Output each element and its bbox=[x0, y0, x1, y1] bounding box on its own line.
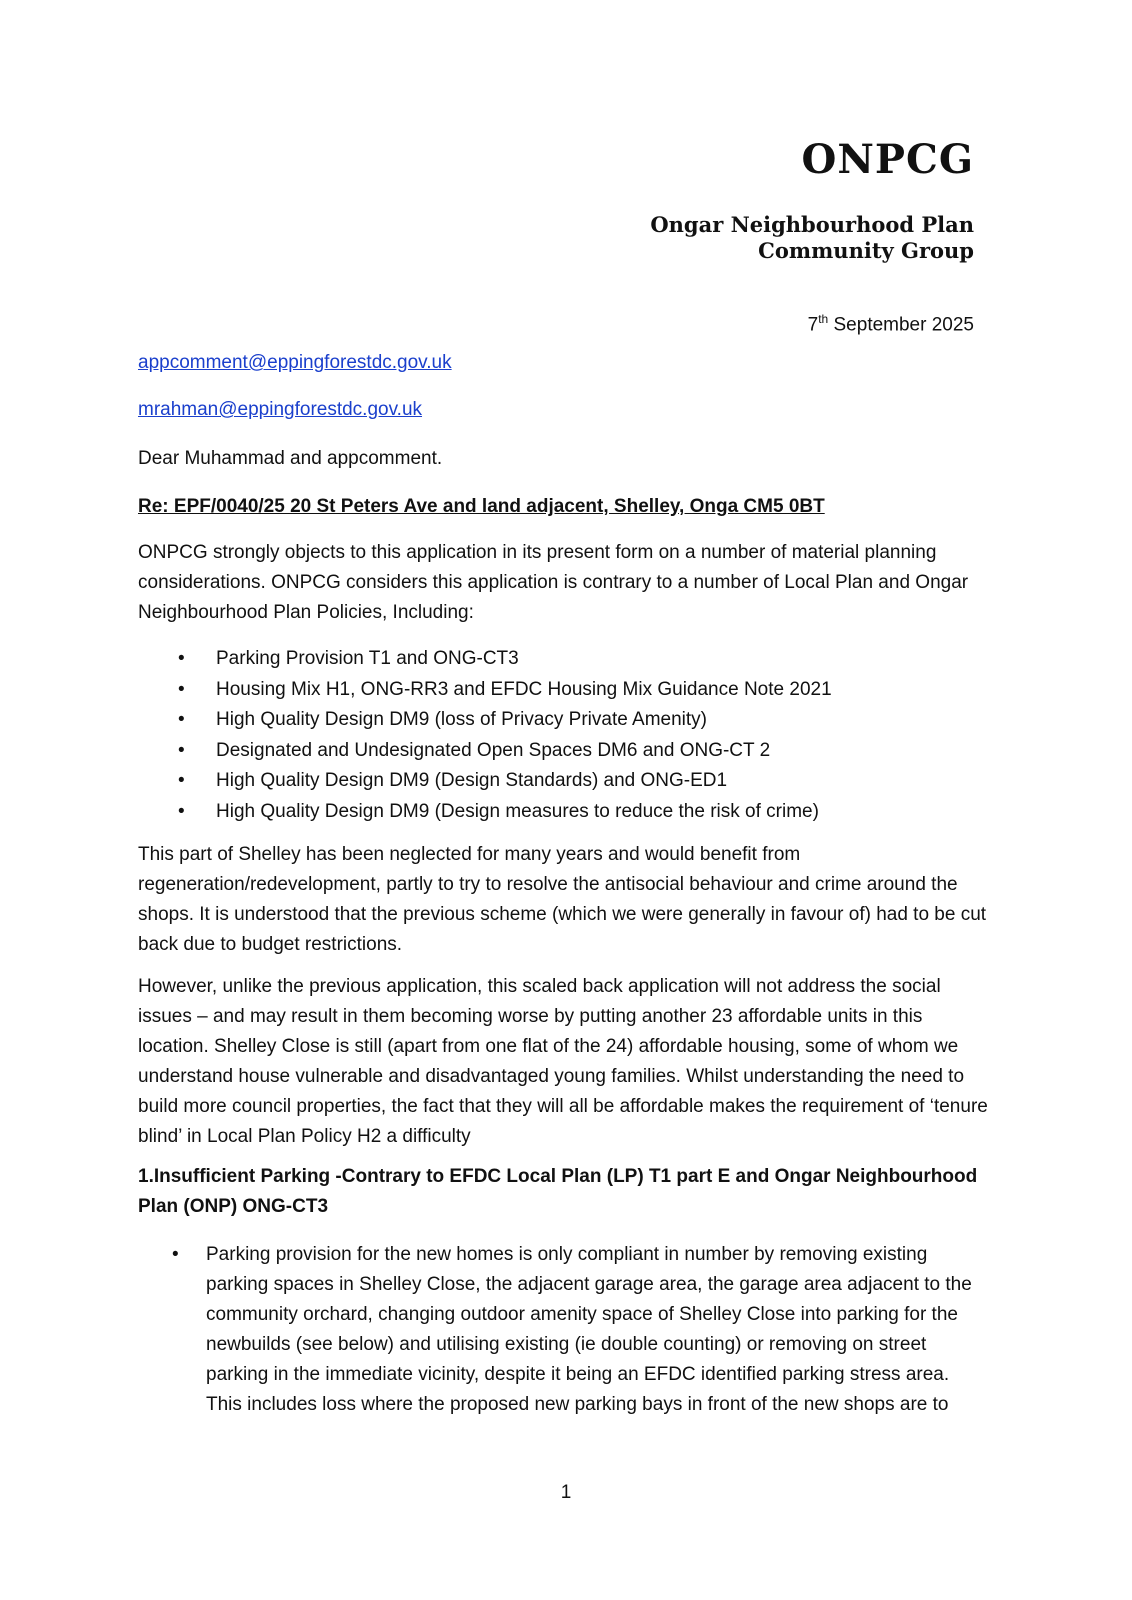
paragraph-social-issues: However, unlike the previous application, this scaled back application will not address the social issues – and may result in them becoming worse by putting another 23 affordable units in this location. Shelley Close is still (apart from one flat of the 24) affordable housing, some of whom we understand house vulnerable and disadvantaged young families. Whilst understanding the need to build more council properties, the fact that they will all be affordable makes the requirement of ‘tenure blind’ in Local Plan Policy H2 a difficulty bbox=[138, 976, 988, 1147]
policy-text: Designated and Undesignated Open Spaces DM6 and ONG-CT 2 bbox=[216, 739, 771, 761]
paragraph-context: This part of Shelley has been neglected for many years and would benefit from regeneration/redevelopment, partly to try to resolve the antisocial behaviour and crime around the shops. It is understood that the previous scheme (which we were generally in favour of) had to be cut back due to budget restrictions. bbox=[138, 844, 987, 955]
list-item bbox=[138, 675, 988, 706]
policy-text: Housing Mix H1, ONG-RR3 and EFDC Housing Mix Guidance Note 2021 bbox=[216, 678, 832, 700]
bullet-icon: • bbox=[178, 800, 185, 822]
list-item bbox=[138, 705, 988, 736]
policy-text: High Quality Design DM9 (Design measures to reduce the risk of crime) bbox=[216, 800, 819, 822]
bullet-icon: • bbox=[178, 770, 185, 792]
list-item bbox=[138, 736, 988, 767]
policy-text: High Quality Design DM9 (Design Standards) and ONG-ED1 bbox=[216, 770, 728, 792]
parking-bullet-text: Parking provision for the new homes is only compliant in number by removing existing parking spaces in Shelley Close, the adjacent garage area, the garage area adjacent to the community orchard, changing outdoor amenity space of Shelley Close into parking for the newbuilds (see below) and utilising existing (ie double counting) or removing on street parking in the immediate vicinity, despite it being an EFDC identified parking stress area. This includes loss where the proposed new parking bays in front of the new shops are to bbox=[206, 1244, 972, 1415]
email-appcomment-row bbox=[138, 348, 988, 378]
policy-text: Parking Provision T1 and ONG-CT3 bbox=[216, 648, 519, 669]
re-line: Re: EPF/0040/25 20 St Peters Ave and land adjacent, Shelley, Onga CM5 0BT bbox=[138, 496, 825, 517]
org-name-line1: Ongar Neighbourhood Plan bbox=[650, 212, 974, 237]
org-acronym: ONPCG bbox=[801, 136, 974, 183]
bullet-icon: • bbox=[178, 648, 185, 669]
email-link-appcomment[interactable]: appcomment@eppingforestdc.gov.uk bbox=[138, 352, 452, 373]
email-mrahman-row bbox=[138, 395, 988, 425]
page-number: 1 bbox=[560, 1482, 572, 1503]
section-heading-parking: 1.Insufficient Parking -Contrary to EFDC Local Plan (LP) T1 part E and Ongar Neighbourhood Plan (ONP) ONG-CT3 bbox=[138, 1166, 978, 1217]
list-item bbox=[138, 644, 988, 675]
policy-text: High Quality Design DM9 (loss of Privacy Private Amenity) bbox=[216, 709, 707, 731]
org-name bbox=[650, 212, 974, 264]
date-rest: September 2025 bbox=[828, 314, 974, 336]
list-item bbox=[138, 766, 988, 797]
bullet-icon: • bbox=[178, 709, 185, 731]
bullet-icon: • bbox=[172, 1244, 179, 1265]
letter-date bbox=[808, 312, 974, 336]
bullet-icon: • bbox=[178, 678, 185, 700]
policy-list bbox=[138, 644, 988, 828]
list-item bbox=[138, 797, 988, 828]
date-day: 7 bbox=[807, 314, 819, 336]
salutation: Dear Muhammad and appcomment. bbox=[138, 448, 443, 469]
parking-bullet bbox=[138, 1240, 988, 1420]
date-suffix: th bbox=[818, 312, 829, 326]
bullet-icon: • bbox=[178, 739, 185, 761]
intro-paragraph: ONPCG strongly objects to this application in its present form on a number of material planning considerations. ONPCG considers this application is contrary to a number of Local Plan and Ongar Neighbourhood Plan Policies, Including: bbox=[138, 542, 969, 623]
org-name-line2: Community Group bbox=[758, 238, 974, 263]
email-link-mrahman[interactable]: mrahman@eppingforestdc.gov.uk bbox=[138, 399, 423, 420]
